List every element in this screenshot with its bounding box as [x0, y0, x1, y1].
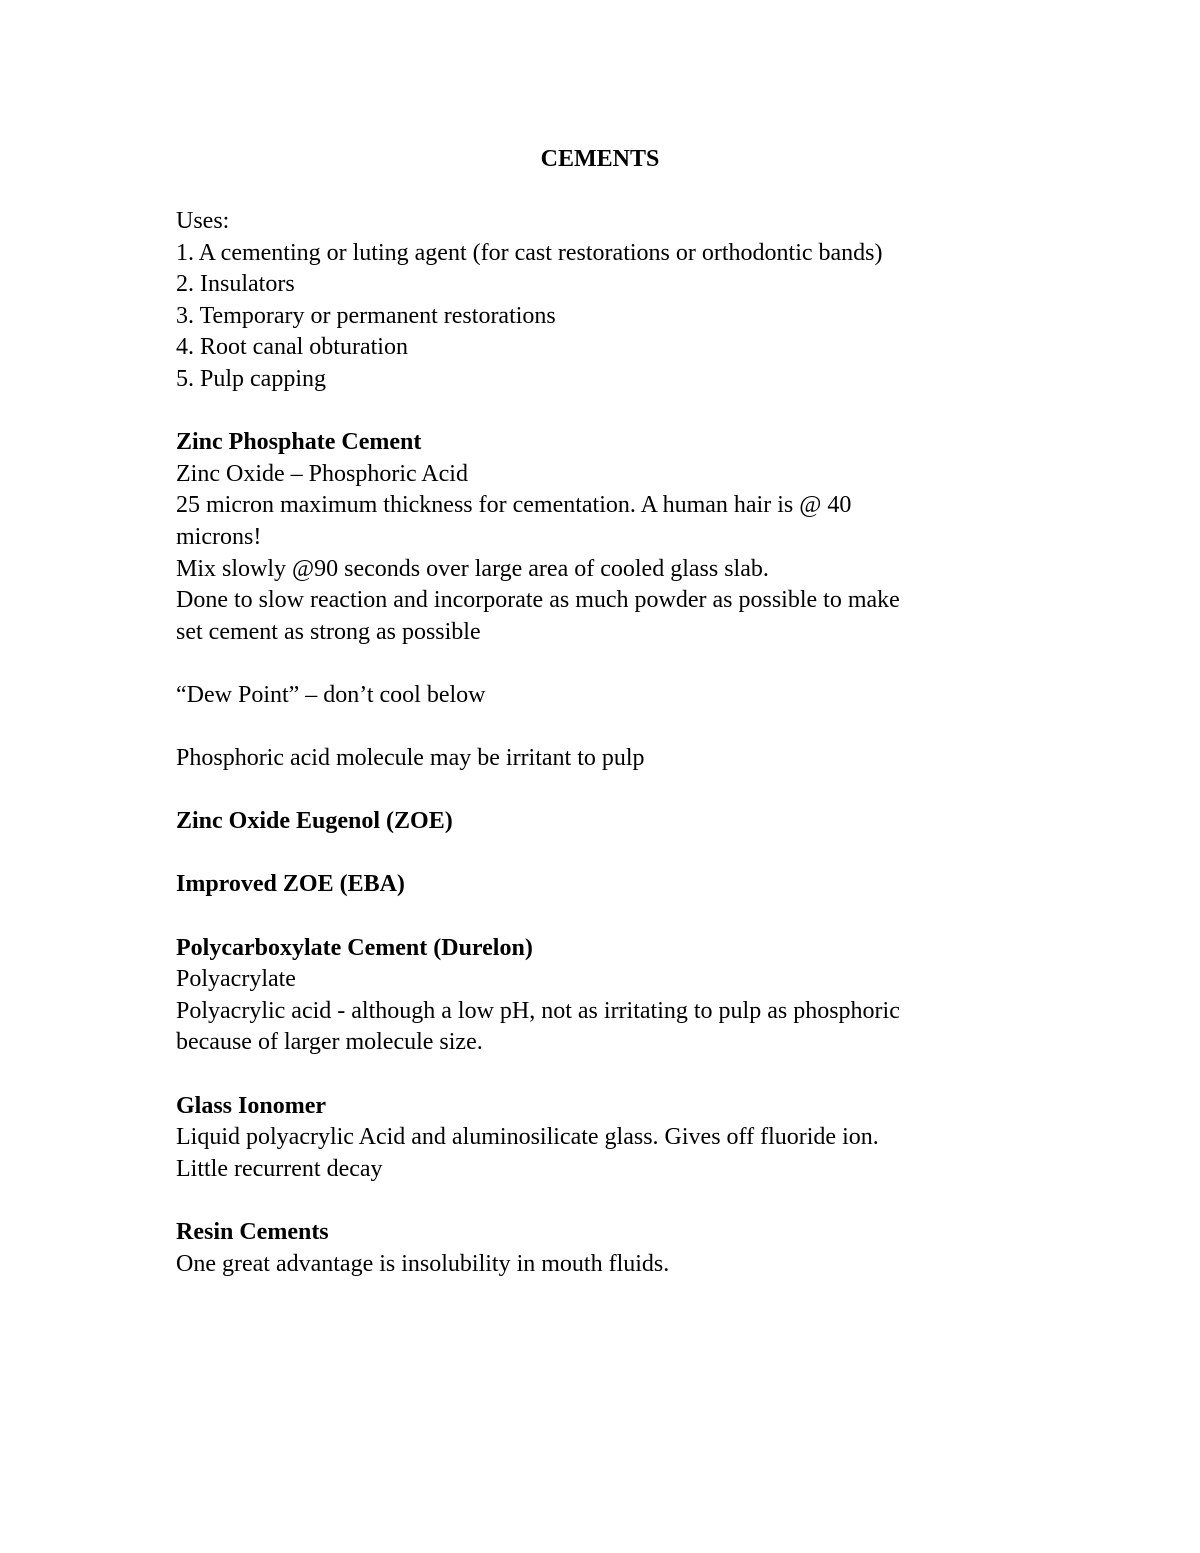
spacer	[176, 901, 1026, 933]
uses-item: 4. Root canal obturation	[176, 334, 408, 361]
uses-item: 2. Insulators	[176, 271, 295, 298]
spacer	[176, 1059, 1026, 1091]
uses-label: Uses:	[176, 208, 230, 234]
spacer	[176, 712, 1026, 744]
text-line: Done to slow reaction and incorporate as much powder as possible to make	[176, 587, 900, 614]
text-line: Zinc Oxide – Phosphoric Acid	[176, 460, 468, 487]
section-heading-polycarboxylate: Polycarboxylate Cement (Durelon)	[176, 934, 533, 961]
uses-item: 3. Temporary or permanent restorations	[176, 302, 556, 329]
page-title: CEMENTS	[540, 146, 660, 172]
text-line: Little recurrent decay	[176, 1155, 383, 1182]
section-heading-zoe: Zinc Oxide Eugenol (ZOE)	[176, 808, 453, 835]
section-heading-zinc-phosphate: Zinc Phosphate Cement	[176, 429, 422, 456]
text-line: One great advantage is insolubility in mouth fluids.	[176, 1250, 670, 1277]
text-line: Mix slowly @90 seconds over large area of cooled glass slab.	[176, 555, 769, 582]
section-heading-resin-cements: Resin Cements	[176, 1219, 329, 1245]
text-line: 25 micron maximum thickness for cementation. A human hair is @ 40	[176, 492, 852, 519]
uses-item: 1. A cementing or luting agent (for cast restorations or orthodontic bands)	[176, 239, 883, 266]
section-heading-glass-ionomer: Glass Ionomer	[176, 1092, 326, 1119]
spacer	[176, 1185, 1026, 1217]
irritant-note: Phosphoric acid molecule may be irritant to pulp	[176, 745, 645, 772]
spacer	[176, 838, 1026, 870]
text-line: Liquid polyacrylic Acid and aluminosilicate glass. Gives off fluoride ion.	[176, 1124, 879, 1151]
text-line: Polyacrylate	[176, 966, 296, 993]
spacer	[176, 775, 1026, 807]
spacer	[176, 396, 1026, 428]
text-line: because of larger molecule size.	[176, 1029, 483, 1056]
uses-item: 5. Pulp capping	[176, 365, 326, 392]
text-line: set cement as strong as possible	[176, 618, 481, 645]
spacer	[176, 648, 1026, 680]
document-body	[176, 206, 1026, 1280]
text-line: microns!	[176, 523, 262, 550]
dew-point-note: “Dew Point” – don’t cool below	[176, 681, 486, 708]
section-heading-improved-zoe: Improved ZOE (EBA)	[176, 871, 405, 898]
text-line: Polyacrylic acid - although a low pH, not as irritating to pulp as phosphoric	[176, 997, 900, 1024]
